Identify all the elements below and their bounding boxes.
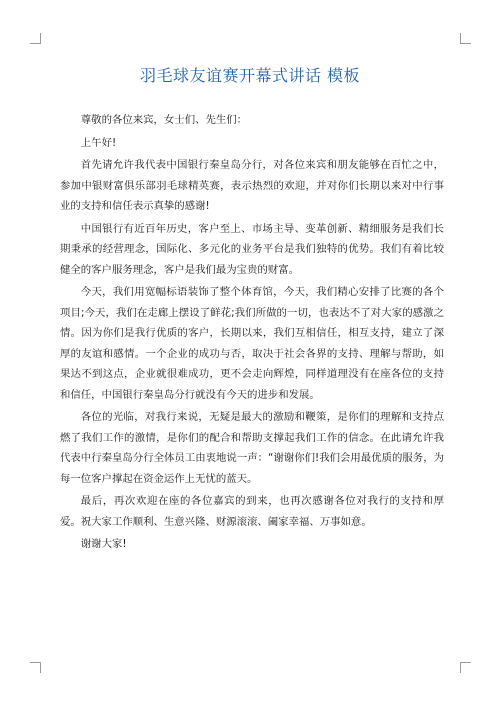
crop-mark-bottom-left xyxy=(30,662,41,673)
crop-mark-top-right xyxy=(460,33,471,44)
salutation: 尊敬的各位来宾，女士们、先生们： xyxy=(80,114,248,126)
paragraph-2: 中国银行有近百年历史，客户至上、市场主导、变革创新、精细服务是我们长期秉承的经营理念，国际化、多元化的业务平台是我们独特的优势。我们有着比较健全的客户服务理念，客户是我们最为宝贵的财富。 xyxy=(60,222,444,276)
greeting: 上午好! xyxy=(80,136,117,149)
crop-mark-bottom-right xyxy=(460,662,471,673)
crop-mark-top-left xyxy=(30,33,41,44)
paragraph-4: 各位的光临，对我行来说，无疑是最大的激励和鞭策，是你们的理解和支持点燃了我们工作的激情，是你们的配合和帮助支撑起我们工作的信念。在此请允许我代表中行秦皇岛分行全体员工由衷地说一声：“谢谢你们!我们会用最优质的服务，为每一位客户撑起在资金运作上无忧的蓝天。 xyxy=(60,411,444,485)
document-title: 羽毛球友谊赛开幕式讲话 模板 xyxy=(139,66,361,85)
document-body xyxy=(60,110,444,557)
paragraph-1: 首先请允许我代表中国银行秦皇岛分行，对各位来宾和朋友能够在百忙之中，参加中银财富俱乐部羽毛球精英赛，表示热烈的欢迎，并对你们长期以来对中行事业的支持和信任表示真挚的感谢! xyxy=(60,159,444,212)
paragraph-3: 今天，我们用宽幅标语装饰了整个体育馆，今天，我们精心安排了比赛的各个项目;今天，我们在走廊上摆设了鲜花;我们所做的一切，也表达不了对大家的感激之情。因为你们是我行优质的客户，长期以来，我们互相信任，相互支持，建立了深厚的友谊和感情。一个企业的成功与否，取决于社会各界的支持、理解与帮助，如果达不到这点，企业就很难成功，更不会走向辉煌，同样道理没有在座各位的支持和信任，中国银行秦皇岛分行就没有今天的进步和发展。 xyxy=(60,286,444,401)
paragraph-5: 最后，再次欢迎在座的各位嘉宾的到来，也再次感谢各位对我行的支持和厚爱。祝大家工作顺利、生意兴隆、财源滚滚、阖家幸福、万事如意。 xyxy=(60,495,444,528)
closing: 谢谢大家! xyxy=(80,538,127,550)
